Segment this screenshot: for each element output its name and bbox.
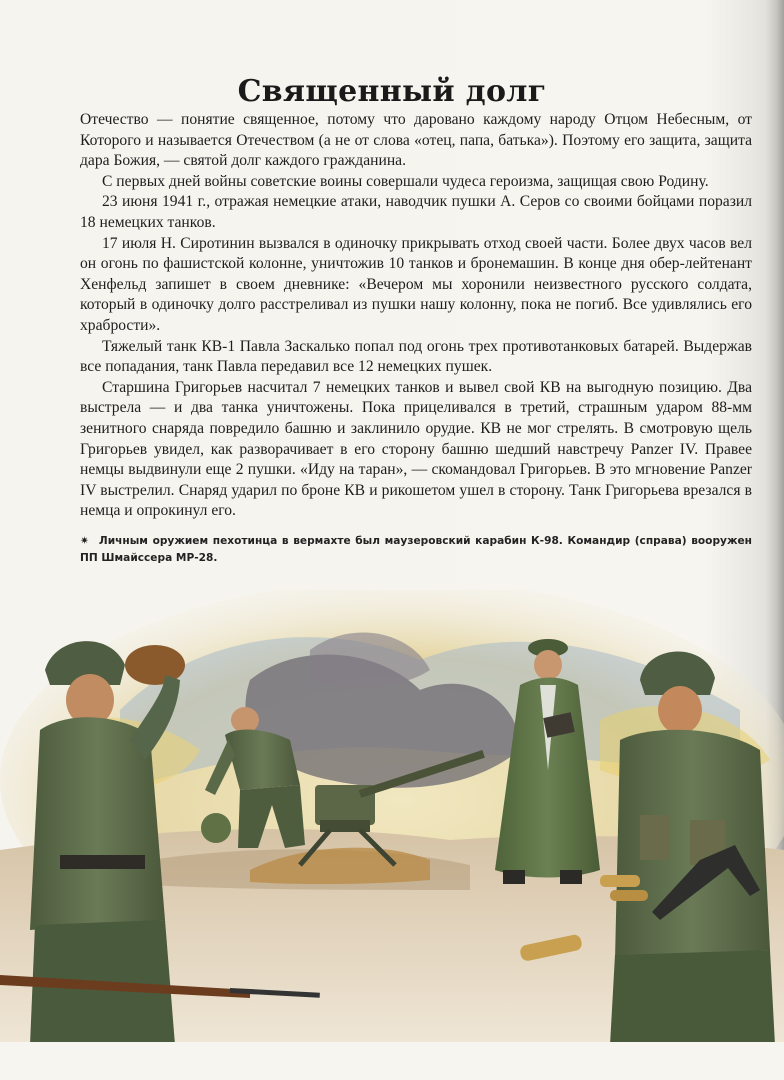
shell-casing — [610, 890, 648, 901]
paragraph: 17 июля Н. Сиротинин вызвался в одиночку прикрывать отход своей части. Более двух часов вел он огонь по фашистской колонне, уничтожив 10 танков и бронемашин. В конце дня обер-лейтенант Хенфельд запишет в своем дневнике: «Вечером мы хоронили неизвестного русского солдата, который в одиночку долго расстреливал из пушки нашу колонну, пока не погиб. Все удивлялись его храбрости». — [80, 234, 752, 334]
paragraph: Старшина Григорьев насчитал 7 немецких танков и вывел свой КВ на выгодную позицию. Два выстрела — и два танка уничтожены. Пока прицеливался в третий, страшным ударом 88-мм зенитного снаряда повредило башню и заклинило орудие. КВ не мог стрелять. В смотровую щель Григорьев увидел, как разворачивает в его сторону башню шедший навстречу Panzer IV. Правее немцы выдвинули еще 2 пушки. «Иду на таран», — скомандовал Григорьев. В это мгновение Panzer IV выстрелил. Снаряд ударил по броне КВ и рикошетом ушел в сторону. Танк Григорьева врезался в немца и опрокинул его. — [80, 378, 752, 520]
caption-text: Личным оружием пехотинца в вермахте был маузеровский карабин К-98. Командир (справа) вооружен ПП Шмайссера МР-28. — [80, 535, 752, 564]
soldiers-illustration — [0, 590, 784, 1045]
page-bottom-margin — [0, 1042, 784, 1080]
shell-casing — [600, 875, 640, 887]
paragraph: Отечество — понятие священное, потому что даровано каждому народу Отцом Небесным, от Которого и называется Отечеством (а не от слова «отец, папа, батька»). Поэтому его защита, защита дара Божия, — святой долг каждого гражданина. — [80, 111, 752, 170]
helmet-on-ground — [201, 813, 231, 843]
article-body — [80, 110, 752, 522]
paragraph: Тяжелый танк КВ-1 Павла Заскалько попал под огонь трех противотанковых батарей. Выдержав все попадания, танк Павла передавил все 12 немецких пушек. — [80, 337, 752, 376]
page-title: Священный долг — [237, 74, 547, 110]
paragraph: С первых дней войны советские воины совершали чудеса героизма, защищая свою Родину. — [102, 172, 709, 190]
asterisk-icon: ✷ — [80, 535, 89, 547]
illustration-caption — [80, 533, 752, 567]
paragraph: 23 июня 1941 г., отражая немецкие атаки, наводчик пушки А. Серов со своими бойцами поразил 18 немецких танков. — [80, 193, 752, 231]
